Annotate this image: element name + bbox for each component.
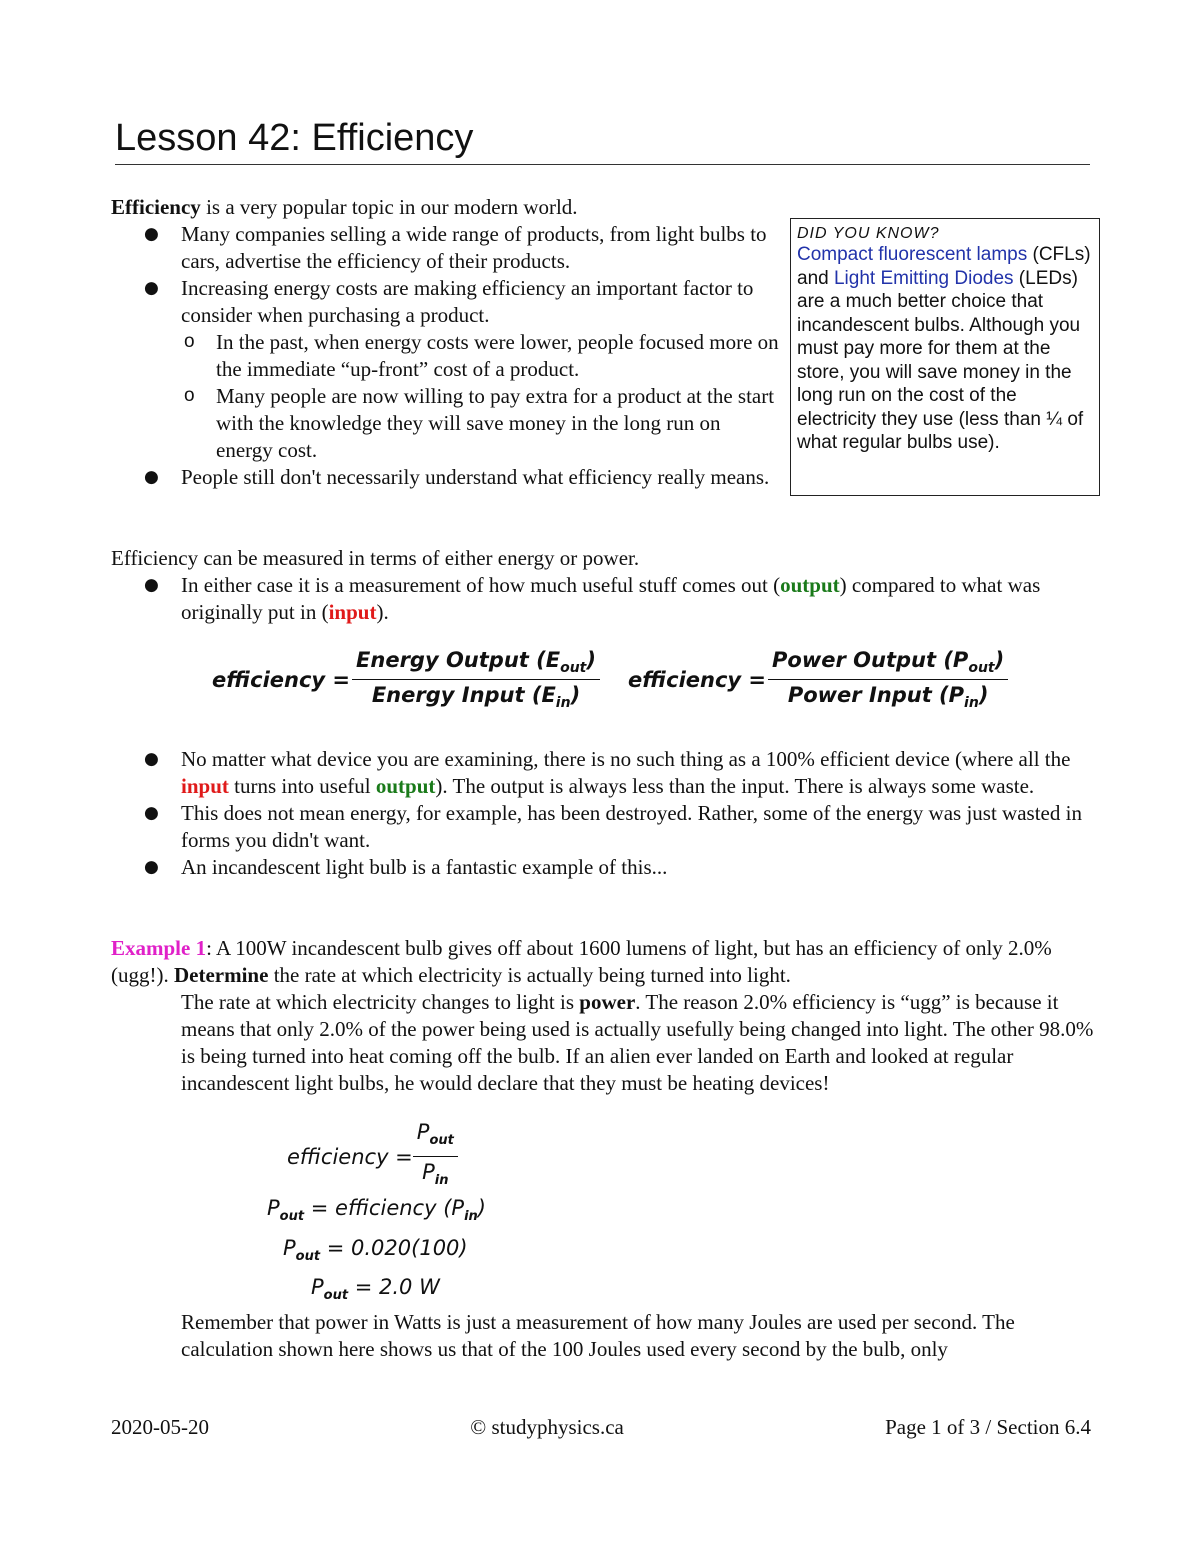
text: = 2.0 W — [348, 1274, 440, 1299]
list-item — [111, 572, 1091, 626]
efficiency-term: Efficiency — [111, 195, 201, 219]
text: ). — [376, 600, 389, 624]
page-title: Lesson 42: Efficiency — [115, 112, 1090, 165]
list-item: ● An incandescent light bulb is a fantastic example of this... — [111, 854, 1101, 881]
power-efficiency-formula — [628, 648, 1008, 711]
text: ) — [477, 1196, 486, 1221]
waste-bullets — [111, 746, 1101, 881]
cfl-term: Compact fluorescent lamps — [797, 244, 1028, 265]
example-answer — [111, 989, 1101, 1097]
calc-line-3 — [255, 1233, 486, 1272]
formula-numerator — [768, 648, 1008, 680]
subscript: in — [464, 1209, 478, 1225]
measurement-line: Efficiency can be measured in terms of either energy or power. — [111, 546, 640, 570]
calc-line-1 — [255, 1120, 486, 1193]
calc-line-4 — [255, 1272, 486, 1311]
calc-line-2 — [255, 1193, 486, 1232]
text: Energy Output (E — [356, 648, 561, 672]
sub-list-item: o In the past, when energy costs were lower, people focused more on the immediate “up-front” cost of a product. — [181, 329, 781, 383]
formula-lhs: efficiency = — [628, 667, 767, 692]
text: . The reason 2.0% efficiency is “ugg” is because it means that only 2.0% of the power being used is actually usefully being changed into light. The other 98.0% is being turned into heat coming off the bulb. If an alien ever landed on Earth and looked at regular incandescent light bulbs, he would declare that they must be heating devices! — [181, 990, 1094, 1095]
text: ) compared to what was originally put in ( — [181, 573, 1041, 624]
subscript: out — [560, 660, 587, 677]
formula-denominator — [418, 1157, 452, 1193]
text: ) — [570, 683, 581, 708]
text: P — [311, 1274, 324, 1299]
text: In either case it is a measurement of how much useful stuff comes out ( — [181, 573, 781, 597]
text: Energy Input (E — [371, 683, 556, 708]
formula-fraction — [413, 1120, 458, 1193]
text: efficiency = — [287, 1144, 413, 1169]
output-term: output — [375, 774, 436, 798]
example-question — [111, 935, 1101, 989]
subscript: in — [964, 695, 979, 712]
list-item: ● Many companies selling a wide range of products, from light bulbs to cars, advertise the efficiency of their products. — [111, 221, 781, 275]
subscript: out — [429, 1133, 454, 1149]
page-footer — [111, 1415, 1091, 1440]
measurement-section — [111, 545, 1091, 626]
formula-numerator — [352, 648, 600, 680]
intro-bullets — [111, 221, 781, 491]
subscript: out — [968, 660, 995, 677]
subscript: in — [434, 1173, 449, 1189]
example-calculation — [255, 1120, 486, 1311]
subscript: out — [295, 1248, 321, 1264]
text: turns into useful — [228, 774, 376, 798]
subscript: out — [279, 1209, 305, 1225]
dyk-text-2: (LEDs) are a much better choice that incandescent bulbs. Although you must pay more for them at the store, you will save money in the long run on the cost of the electricity they use (less than ¼ of what regular bulbs use). — [797, 267, 1084, 453]
text: P — [422, 1160, 435, 1185]
text: = 0.020(100) — [320, 1235, 468, 1260]
list-item: ● This does not mean energy, for example, has been destroyed. Rather, some of the energy was just wasted in forms you didn't want. — [111, 800, 1101, 854]
list-item — [111, 746, 1101, 800]
intro-section — [111, 194, 781, 491]
measurement-bullets — [111, 572, 1091, 626]
intro-lead-text: is a very popular topic in our modern world. — [200, 195, 578, 219]
list-item: ● People still don't necessarily understand what efficiency really means. — [111, 464, 781, 491]
formula-numerator — [413, 1120, 458, 1157]
text: P — [416, 1120, 430, 1144]
input-term: input — [181, 774, 229, 798]
text: ) — [586, 648, 596, 672]
did-you-know-heading: DID YOU KNOW? — [797, 225, 940, 242]
dyk-text-1: (CFLs) and — [797, 244, 1091, 289]
subscript: out — [323, 1287, 349, 1303]
footer-site[interactable]: © studyphysics.ca — [470, 1415, 624, 1439]
text: P — [267, 1196, 280, 1221]
output-term: output — [780, 573, 840, 597]
text: P — [283, 1235, 296, 1260]
led-term: Light Emitting Diodes — [833, 267, 1014, 289]
formula-fraction — [768, 648, 1008, 711]
did-you-know-text — [797, 243, 1099, 455]
closing-paragraph: Remember that power in Watts is just a measurement of how many Joules are used per second. The calculation shown here shows us that of the 100 Joules used every second by the bulb, only — [181, 1310, 1015, 1361]
text: ) — [978, 683, 989, 708]
waste-section — [111, 746, 1101, 881]
text: the rate at which electricity is actually being turned into light. — [268, 963, 791, 987]
sub-list-item: o Many people are now willing to pay extra for a product at the start with the knowledge they will save money in the long run on energy cost. — [181, 383, 781, 464]
example-1 — [111, 935, 1101, 1097]
text: Power Input (P — [787, 683, 965, 708]
formula-lhs: efficiency = — [212, 667, 351, 692]
text: : A 100W incandescent bulb gives off about 1600 lumens of light, but has an efficiency of only 2.0% (ugg!). — [111, 936, 1052, 987]
text: = efficiency (P — [304, 1196, 465, 1221]
power-term: power — [579, 990, 636, 1014]
formula-denominator — [784, 680, 993, 711]
footer-date: 2020-05-20 — [111, 1415, 209, 1439]
did-you-know-box — [790, 218, 1100, 496]
text: No matter what device you are examining, there is no such thing as a 100% efficient device (where all the — [181, 747, 1071, 771]
text: ) — [994, 648, 1005, 672]
footer-page-number: Page 1 of 3 / Section 6.4 — [885, 1415, 1091, 1439]
list-item-text: Increasing energy costs are making efficiency an important factor to consider when purchasing a product. — [181, 276, 754, 327]
subscript: in — [555, 695, 571, 712]
text: The rate at which electricity changes to light is — [181, 990, 580, 1014]
intro-lead — [111, 194, 781, 221]
formula-denominator — [368, 680, 584, 711]
energy-efficiency-formula — [212, 648, 600, 711]
input-term: input — [328, 600, 377, 624]
text: ). The output is always less than the input. There is always some waste. — [435, 774, 1035, 798]
determine-term: Determine — [173, 963, 269, 987]
text: Power Output (P — [772, 648, 969, 672]
list-item — [111, 275, 781, 464]
sub-bullets — [181, 329, 781, 464]
formula-fraction — [352, 648, 600, 711]
example-label: Example 1 — [111, 936, 207, 960]
